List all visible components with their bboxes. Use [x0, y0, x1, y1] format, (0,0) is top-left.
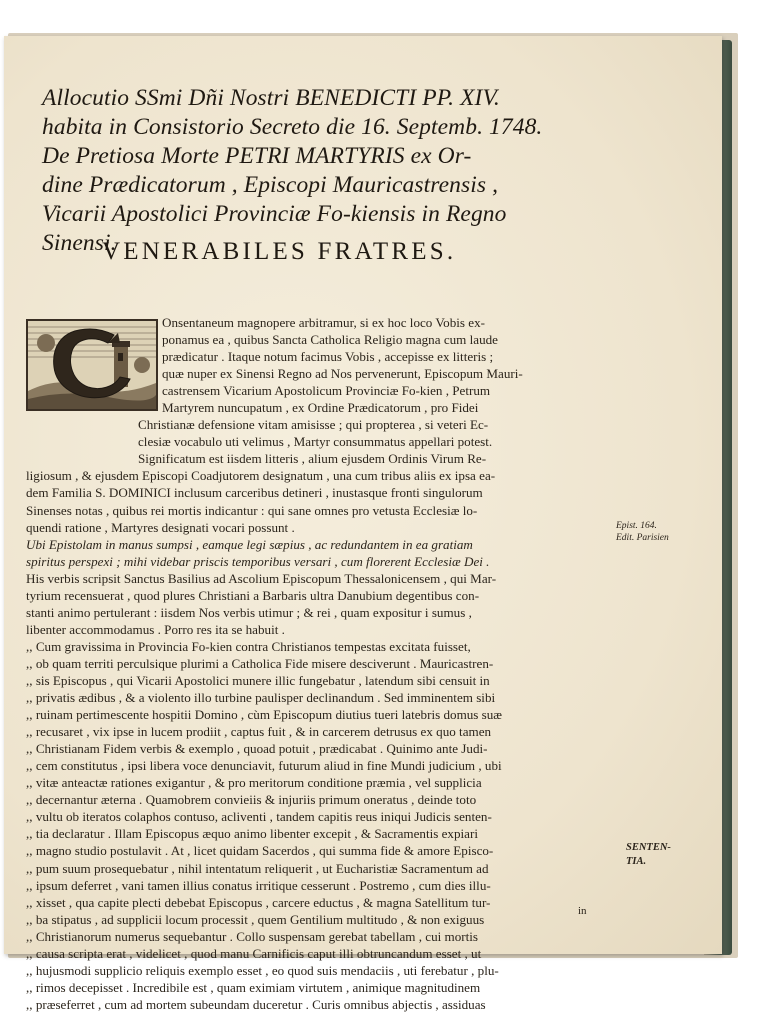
- title-line: habita in Consistorio Secreto die 16. Septemb. 1748.: [42, 114, 543, 140]
- text-line: quæ nuper ex Sinensi Regno ad Nos pervenerunt, Episcopum Mauri-: [162, 366, 523, 382]
- text-line: dem Familia S. DOMINICI inclusum carceribus detineri , inustasque fronti singulorum: [26, 485, 483, 501]
- text-line: Onsentaneum magnopere arbitramur, si ex hoc loco Vobis ex-: [162, 315, 485, 330]
- text-line: ,, ipsum deferret , vani tamen illius conatus irritique cesserunt . Postremo , cum dies illu-: [26, 877, 491, 893]
- catchword: in: [578, 905, 587, 917]
- margin-note-citation: Epist. 164.: [616, 521, 657, 531]
- text-line: castrensem Vicarium Apostolicum Provinciæ Fo-kien , Petrum: [162, 383, 491, 399]
- text-line: ,, tia declaratur . Illam Episcopus æquo animo libenter excepit , & Sacramentis expiari: [26, 826, 478, 842]
- text-line: ,, ba stipatus , ad supplicii locum processit , quem Gentilium multitudo , & non exiguus: [26, 911, 485, 927]
- text-line: ligiosum , & ejusdem Episcopi Coadjutorem designatum , una cum tribus aliis ex ipsa ea-: [26, 468, 496, 484]
- text-line: ,, recusaret , vix ipse in lucem prodiit , captus fuit , & in carcerem detrusus ex quo tamen: [26, 724, 492, 740]
- text-line: Sinenses notas , quibus rei mortis indicantur : qui sane omnes pro vetusta Ecclesiæ lo-: [26, 502, 478, 518]
- text-line: prædicatur . Itaque notum facimus Vobis , accepisse ex litteris ;: [162, 349, 494, 365]
- book-page: [4, 36, 722, 1012]
- text-line: quendi ratione , Martyres designati vocari possunt .: [26, 519, 295, 535]
- text-line: Ubi Epistolam in manus sumpsi , eamque legi sæpius , ac redundantem in ea gratiam: [26, 536, 473, 552]
- text-line: ,, hujusmodi supplicio reliquis exemplo esset , eo quod suis mendaciis , uti ferebatur , plu-: [26, 962, 499, 978]
- text-line: ,, privatis ædibus , & a violento illo turbine paulisper declinandum . Sed imminentem sibi: [26, 690, 496, 706]
- text-line: Christianæ defensione vitam amisisse ; qui propterea , si veteri Ec-: [138, 417, 489, 433]
- text-line: ,, præseferret , cum ad mortem subeundam duceretur . Curis omnibus abjectis , assiduas: [26, 996, 486, 1012]
- text-line: ,, magno studio postulavit . At , licet quidam Sacerdos , qui summa fide & amore Episco-: [26, 843, 494, 859]
- text-line: tyrium recensuerat , quod plures Christiani a Barbaris ultra Danubium degentibus con-: [26, 587, 480, 603]
- text-line: clesiæ vocabulo uti velimus , Martyr consummatus appellari potest.: [138, 434, 493, 450]
- margin-note-sententia: [626, 841, 671, 869]
- text-line: ,, Cum gravissima in Provincia Fo-kien contra Christianos tempestas excitata fuisset,: [26, 638, 471, 654]
- title-line: De Pretiosa Morte PETRI MARTYRIS ex Or-: [42, 143, 472, 169]
- text-line: ,, causa scripta erat , videlicet , quod manu Carnificis caput illi obtruncandum esset , ut: [26, 945, 482, 961]
- text-line: spiritus perspexi ; mihi videbar priscis temporibus versari , cum florerent Ecclesiæ Dei .: [26, 553, 490, 569]
- title-line: Allocutio SSmi Dñi Nostri BENEDICTI PP. XIV.: [42, 85, 500, 111]
- body-text: [26, 314, 616, 1013]
- text-line: ,, xisset , qua capite plecti debebat Episcopus , carcere eductus , & magna Satellitum tur-: [26, 894, 491, 910]
- text-line: stanti animo pertulerant : iisdem Nos verbis utimur ; & rei , quam expositur i sumus ,: [26, 604, 472, 620]
- title-line: Sinensi.: [42, 230, 117, 256]
- text-line: ,, ob quam territi perculsique plurimi a Catholica Fide misere desciverunt . Mauricastren-: [26, 655, 494, 671]
- sententia-line: SENTEN-: [626, 842, 671, 853]
- text-line: ,, rimos decepisset . Incredibile est , quam eximiam virtutem , animique magnitudinem: [26, 979, 481, 995]
- text-line: ,, Christianam Fidem verbis & exemplo , quoad potuit , prædicabat . Quinimo ante Judi-: [26, 741, 488, 757]
- text-line: ,, vultu ob iteratos colaphos contuso, acliventi , tandem capitis reus iniqui Judicis senten-: [26, 809, 492, 825]
- text-line: libenter accommodamus . Porro res ita se habuit .: [26, 621, 285, 637]
- sententia-line: TIA.: [626, 856, 647, 867]
- title-line: dine Prædicatorum , Episcopi Mauricastrensis ,: [42, 172, 499, 198]
- text-line: ,, ruinam pertimescente hospitii Domino , cùm Episcopum diutius tueri latebris domus suæ: [26, 707, 503, 723]
- text-line: Significatum est iisdem litteris , alium ejusdem Ordinis Virum Re-: [138, 451, 487, 467]
- text-line: ,, pum suum prosequebatur , nihil intentatum reliquerit , ut Eucharistiæ Sacramentum ad: [26, 860, 489, 876]
- text-line: His verbis scripsit Sanctus Basilius ad Ascolium Episcopum Thessalonicensem , qui Mar-: [26, 570, 497, 586]
- text-line: Martyrem nuncupatum , ex Ordine Prædicatorum , pro Fidei: [162, 400, 479, 416]
- text-line: ,, vitæ anteactæ rationes exigantur , & pro meritorum conditione præmia , vel supplicia: [26, 775, 482, 791]
- text-line: ,, sis Episcopus , qui Vicarii Apostolici munere illic fungebatur , latendum sibi censuit in: [26, 672, 490, 688]
- title-line: Vicarii Apostolici Provinciæ Fo-kiensis in Regno: [42, 201, 507, 227]
- text-line: ,, Christianorum numerus sequebantur . Collo suspensam gerebat tabellam , cui mortis: [26, 928, 479, 944]
- section-heading: VENERABILES FRATRES.: [102, 238, 457, 265]
- text-line: ,, cem constitutus , ipsi libera voce denunciavit, futurum aliud in fine Mundi judicium , ubi: [26, 758, 502, 774]
- page-title: [42, 84, 612, 258]
- text-line: ponamus ea , quibus Sancta Catholica Religio magna cum laude: [162, 332, 498, 348]
- margin-note-edition: Edit. Parisien: [616, 533, 669, 543]
- text-line: ,, decernantur æterna . Quamobrem convieiis & injuriis primum oneratus , deinde toto: [26, 792, 477, 808]
